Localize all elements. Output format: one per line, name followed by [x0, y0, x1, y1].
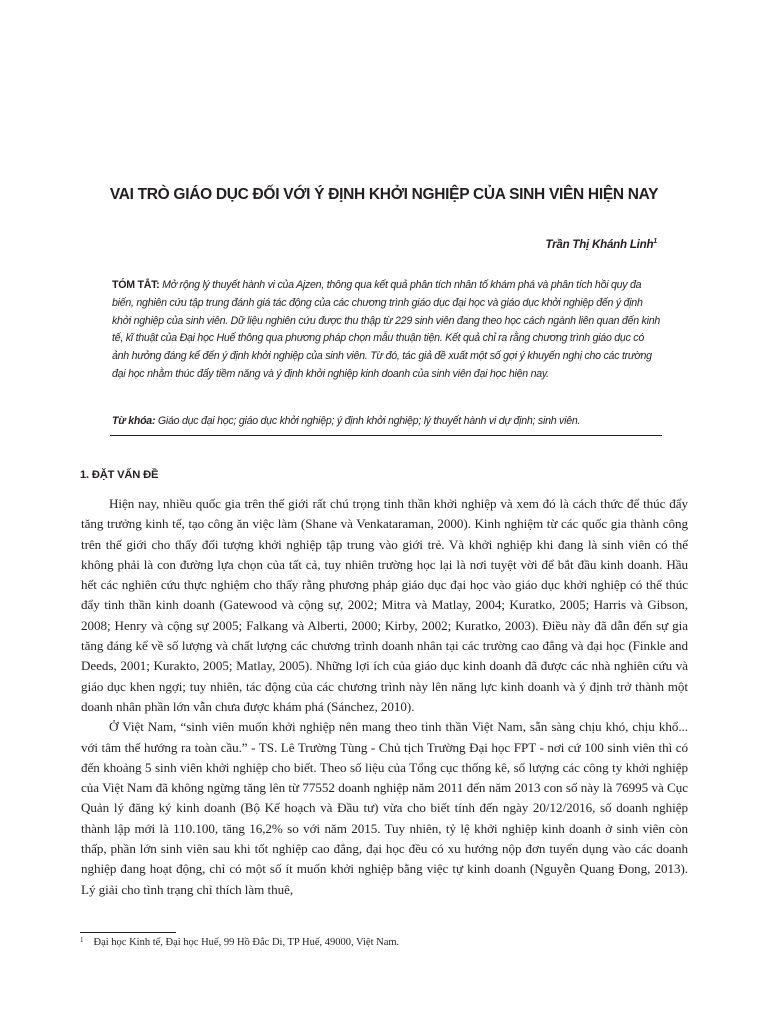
paragraph: Ở Việt Nam, “sinh viên muốn khởi nghiệp nên mang theo tinh thần Việt Nam, sẵn sàng chịu khó, chịu khổ... với tâm thế hướng ra toàn cầu.” - TS. Lê Trường Tùng - Chủ tịch Trường Đại học FPT - nơi cứ 100 sinh viên thì có đến khoảng 5 sinh viên khởi nghiệp cho biết. Theo số liệu của Tổng cục thống kê, số lượng các công ty khởi nghiệp của Việt Nam đã không ngừng tăng lên từ 77552 doanh nghiệp năm 2011 đến năm 2013 con số này là 76995 và Cục Quản lý đăng ký kinh doanh (Bộ Kế hoạch và Đầu tư) vừa cho biết tính đến ngày 20/12/2016, số doanh nghiệp thành lập mới là 110.100, tăng 16,2% so với năm 2015. Tuy nhiên, tỷ lệ khởi nghiệp kinh doanh ở sinh viên còn thấp, phần lớn sinh viên sau khi tốt nghiệp cao đẳng, đại học đều có xu hướng nộp đơn tuyển dụng vào các doanh nghiệp đang hoạt động, chỉ có một số ít muốn khởi nghiệp bằng việc tự kinh doanh (Nguyễn Quang Đong, 2013). Lý giải cho tình trạng chỉ thích làm thuê,	[81, 719, 688, 897]
footnote-divider	[80, 932, 176, 933]
abstract	[112, 277, 662, 384]
keywords-text: Giáo dục đại học; giáo dục khởi nghiệp; ý định khởi nghiệp; lý thuyết hành vi dự định; sinh viên.	[155, 415, 581, 427]
abstract-text: Mở rộng lý thuyết hành vi của Ajzen, thông qua kết quả phân tích nhân tố khám phá và phân tích hồi quy đa biến, nghiên cứu tập trung đánh giá tác động của các chương trình giáo dục đại học và giáo dục khởi nghiệp đến ý định khởi nghiệp của sinh viên. Dữ liệu nghiên cứu được thu thập từ 229 sinh viên đang theo học cách ngành liên quan đến kinh tế, kĩ thuật của Đại học Huế thông qua phương pháp chọn mẫu thuận tiện. Kết quả chỉ ra rằng chương trình giáo dục có ảnh hưởng đáng kể đến ý định khởi nghiệp của sinh viên. Từ đó, tác giả đề xuất một số gợi ý khuyến nghị cho các trường đại học nhằm thúc đẩy tiềm năng và ý định khởi nghiệp kinh doanh của sinh viên đại học hiện nay.	[112, 279, 660, 380]
abstract-label: TÓM TẮT:	[112, 279, 160, 291]
paper-title: VAI TRÒ GIÁO DỤC ĐỐI VỚI Ý ĐỊNH KHỞI NGHIỆP CỦA SINH VIÊN HIỆN NAY	[109, 186, 659, 203]
author-name: Trần Thị Khánh Linh	[545, 238, 654, 251]
author-footnote-mark: 1	[653, 238, 657, 245]
footnote	[80, 936, 680, 948]
paragraph: Hiện nay, nhiều quốc gia trên thế giới rất chú trọng tinh thần khởi nghiệp và xem đó là cách thức để thúc đẩy tăng trưởng kinh tế, tạo công ăn việc làm (Shane và Venkataraman, 2000). Kinh nghiệm từ các quốc gia thành công trên thế giới cho thấy đối tượng khởi nghiệp tập trung vào giới trẻ. Và khởi nghiệp khi đang là sinh viên có thể không phải là con đường lựa chọn của tất cả, tuy nhiên trường học lại là nơi tuyệt vời để bắt đầu kinh doanh. Hầu hết các nghiên cứu thực nghiệm cho thấy rằng phương pháp giáo dục đại học vào giáo dục khởi nghiệp có thể thúc đẩy tinh thần kinh doanh (Gatewood và cộng sự, 2002; Mitra và Matlay, 2004; Kuratko, 2005; Harris và Gibson, 2008; Henry và cộng sự 2005; Falkang và Alberti, 2000; Kirby, 2002; Kuratko, 2003). Điều này đã dẫn đến sự gia tăng đáng kể về số lượng và chất lượng các chương trình doanh nhân tại các trường cao đẳng và đại học (Finkle and Deeds, 2001; Kurakto, 2005; Matlay, 2005). Những lợi ích của giáo dục kinh doanh đã được các nhà nghiên cứu và giáo dục khen ngợi; tuy nhiên, tác động của các chương trình này lên năng lực kinh doanh và ý định trở thành một doanh nhân phần lớn vẫn chưa được khám phá (Sánchez, 2010).	[81, 496, 688, 714]
footnote-text: Đại học Kinh tế, Đại học Huế, 99 Hồ Đắc Di, TP Huế, 49000, Việt Nam.	[93, 937, 400, 948]
abstract-divider	[110, 435, 662, 436]
keywords-label: Từ khóa:	[112, 415, 156, 427]
footnote-mark: 1	[80, 936, 84, 944]
body-text	[81, 494, 688, 900]
author-line	[546, 238, 658, 251]
section-heading: 1. ĐẶT VẤN ĐỀ	[80, 469, 159, 481]
keywords	[112, 413, 662, 431]
